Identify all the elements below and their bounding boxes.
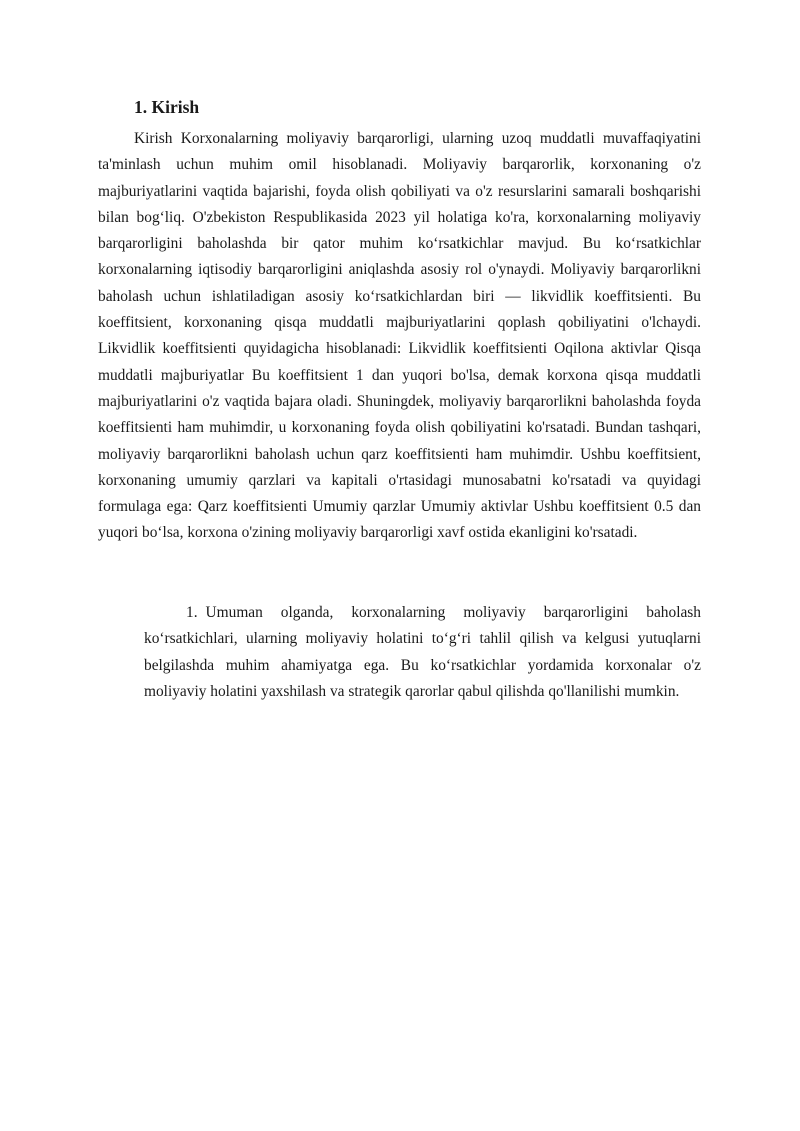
- numbered-list-item: [144, 600, 701, 705]
- section-heading: 1. Kirish: [134, 97, 200, 117]
- list-item-text: Umuman olganda, korxonalarning moliyaviy barqarorligini baholash ko‘rsatkichlari, ularning moliyaviy holatini to‘g‘ri tahlil qilish va kelgusi yutuqlarni belgilashda muhim ahamiyatga ega. Bu ko‘rsatkichlar yordamida korxonalar o'z moliyaviy holatini yaxshilash va strategik qarorlar qabul qilishda qo'llanilishi mumkin.: [144, 604, 701, 700]
- body-paragraph: Kirish Korxonalarning moliyaviy barqarorligi, ularning uzoq muddatli muvaffaqiyatini ta'minlash uchun muhim omil hisoblanadi. Moliyaviy barqarorlik, korxonaning o'z majburiyatlarini vaqtida bajarishi, foyda olish qobiliyati va o'z resurslarini samarali boshqarishi bilan bog‘liq. O'zbekiston Respublikasida 2023 yil holatiga ko'ra, korxonalarning moliyaviy barqarorligini baholashda bir qator muhim ko‘rsatkichlar mavjud. Bu ko‘rsatkichlar korxonalarning iqtisodiy barqarorligini aniqlashda asosiy rol o'ynaydi. Moliyaviy barqarorlikni baholash uchun ishlatiladigan asosiy ko‘rsatkichlardan biri — likvidlik koeffitsienti. Bu koeffitsient, korxonaning qisqa muddatli majburiyatlarini qoplash qobiliyatini o'lchaydi. Likvidlik koeffitsienti quyidagicha hisoblanadi: Likvidlik koeffitsienti Oqilona aktivlar Qisqa muddatli majburiyatlar Bu koeffitsient 1 dan yuqori bo'lsa, demak korxona qisqa muddatli majburiyatlarini o'z vaqtida bajara oladi. Shuningdek, moliyaviy barqarorlikni baholashda foyda koeffitsienti ham muhimdir, u korxonaning foyda olish qobiliyatini ko'rsatadi. Bundan tashqari, moliyaviy barqarorlikni baholash uchun qarz koeffitsienti ham muhimdir. Ushbu koeffitsient, korxonaning umumiy qarzlari va kapitali o'rtasidagi munosabatni ko'rsatadi va quyidagi formulaga ega: Qarz koeffitsienti Umumiy qarzlar Umumiy aktivlar Ushbu koeffitsient 0.5 dan yuqori bo‘lsa, korxona o'zining moliyaviy barqarorligi xavf ostida ekanligini ko'rsatadi.: [98, 130, 701, 542]
- list-item-number: 1.: [186, 604, 198, 621]
